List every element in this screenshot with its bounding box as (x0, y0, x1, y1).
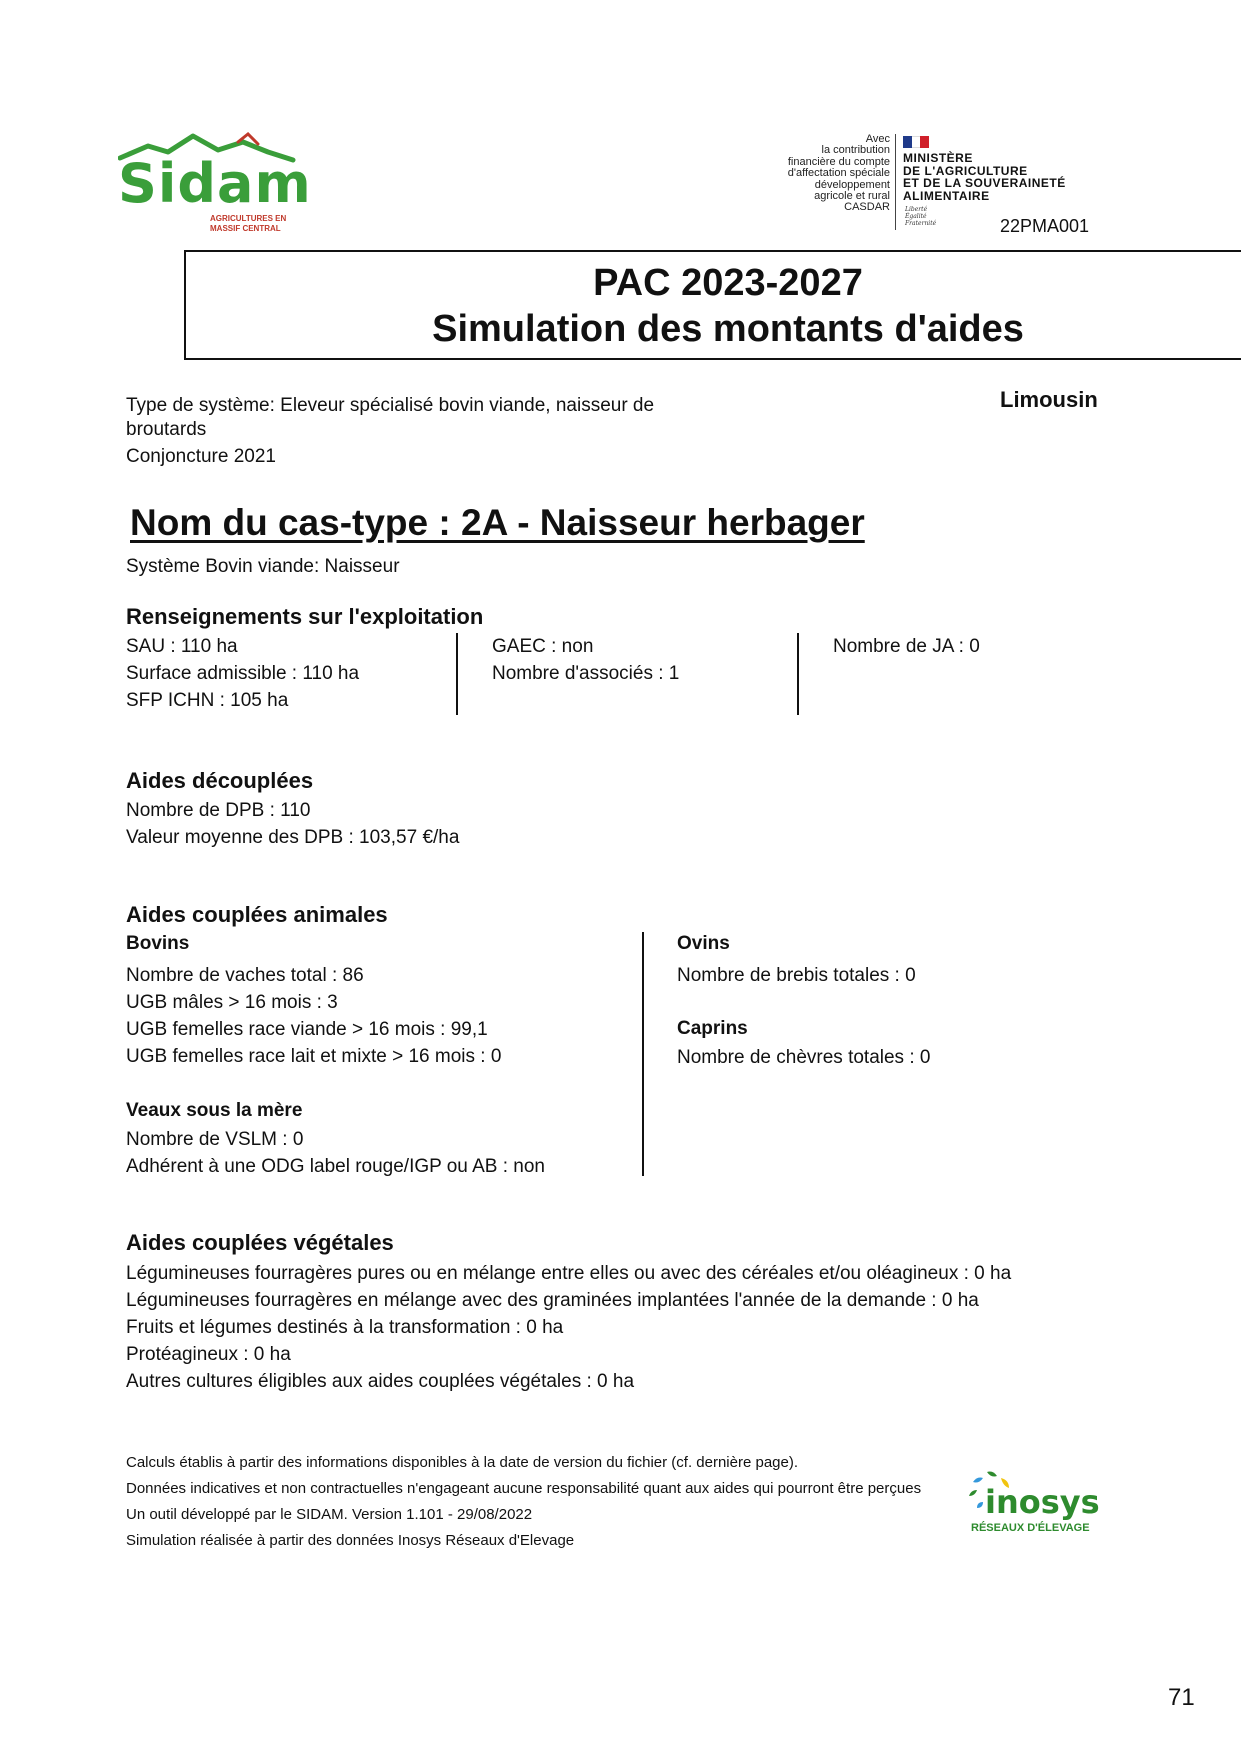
inosys-logo-name: inosys (985, 1483, 1100, 1521)
fruits-legumes-value: Fruits et légumes destinés à la transformation : 0 ha (126, 1317, 564, 1338)
sidam-logo-name: Sidam (118, 152, 312, 215)
sidam-logo (118, 130, 312, 240)
bovins-heading: Bovins (126, 933, 190, 954)
inosys-logo (965, 1468, 1105, 1543)
footer-note-calculs: Calculs établis à partir des informations disponibles à la date de version du fichier (cf. dernière page). (126, 1454, 799, 1471)
exploitation-heading: Renseignements sur l'exploitation (126, 604, 484, 629)
veaux-heading: Veaux sous la mère (126, 1100, 303, 1121)
sfp-ichn-value: SFP ICHN : 105 ha (126, 690, 289, 711)
title-line-1: PAC 2023-2027 (593, 262, 863, 304)
decouplees-heading: Aides découplées (126, 768, 314, 793)
title-line-2: Simulation des montants d'aides (432, 308, 1024, 350)
ugb-males-value: UGB mâles > 16 mois : 3 (126, 992, 338, 1013)
exploitation-divider-1 (456, 633, 458, 715)
gaec-value: GAEC : non (492, 636, 594, 657)
vegetales-list (126, 1260, 1011, 1395)
proteagineux-value: Protéagineux : 0 ha (126, 1344, 291, 1365)
casdar-contribution: Avec la contribution financière du compte d'affectation spéciale développement agricole et rural CASDAR (787, 133, 890, 214)
nombre-vaches-value: Nombre de vaches total : 86 (126, 965, 364, 986)
sidam-logo-subtitle-2: MASSIF CENTRAL (210, 224, 281, 233)
system-type-line-1: Type de système: Eleveur spécialisé bovin viande, naisseur de (126, 395, 655, 416)
ministry-divider (895, 134, 896, 230)
bovins-list (126, 962, 501, 1070)
surface-admissible-value: Surface admissible : 110 ha (126, 663, 360, 684)
vegetales-heading: Aides couplées végétales (126, 1230, 394, 1255)
veaux-list (126, 1126, 545, 1180)
sidam-logo-subtitle-1: AGRICULTURES EN (210, 214, 287, 223)
footer-note-inosys: Simulation réalisée à partir des données Inosys Réseaux d'Elevage (126, 1532, 575, 1549)
marianne-icon (903, 136, 929, 148)
legumineuses-pures-value: Légumineuses fourragères pures ou en mélange entre elles ou avec des céréales et/ou oléagineux : 0 ha (126, 1263, 1012, 1284)
exploitation-col-1 (126, 633, 359, 714)
ovins-heading: Ovins (677, 933, 730, 954)
case-title: Nom du cas-type : 2A - Naisseur herbager (130, 502, 865, 543)
region: Limousin (1000, 387, 1098, 412)
nombre-vslm-value: Nombre de VSLM : 0 (126, 1129, 304, 1150)
inosys-logo-subtitle: RÉSEAUX D'ÉLEVAGE (971, 1522, 1090, 1534)
document-code: 22PMA001 (1000, 216, 1090, 236)
page-number: 71 (1168, 1684, 1195, 1711)
autres-cultures-value: Autres cultures éligibles aux aides couplées végétales : 0 ha (126, 1371, 635, 1392)
footer-note-version: Un outil développé par le SIDAM. Version 1.101 - 29/08/2022 (126, 1506, 533, 1523)
animales-heading: Aides couplées animales (126, 902, 388, 927)
exploitation-col-2 (492, 633, 679, 687)
sau-value: SAU : 110 ha (126, 636, 238, 657)
nombre-associes-value: Nombre d'associés : 1 (492, 663, 680, 684)
adherent-odg-value: Adhérent à une ODG label rouge/IGP ou AB : non (126, 1156, 545, 1177)
footer-notes (126, 1450, 952, 1554)
nombre-chevres-value: Nombre de chèvres totales : 0 (677, 1047, 931, 1068)
decouplees-list (126, 797, 459, 851)
case-subtitle: Système Bovin viande: Naisseur (126, 556, 400, 577)
animales-divider (642, 932, 644, 1176)
ugb-femelles-viande-value: UGB femelles race viande > 16 mois : 99,1 (126, 1019, 488, 1040)
nombre-brebis-value: Nombre de brebis totales : 0 (677, 965, 916, 986)
system-type-line-2: broutards (126, 419, 207, 440)
exploitation-col-3 (833, 633, 980, 660)
valeur-moyenne-dpb-value: Valeur moyenne des DPB : 103,57 €/ha (126, 827, 460, 848)
title-box (184, 250, 1241, 360)
republic-motto: Liberté Égalité Fraternité (905, 206, 937, 227)
nombre-ja-value: Nombre de JA : 0 (833, 636, 980, 657)
legumineuses-graminees-value: Légumineuses fourragères en mélange avec des graminées implantées l'année de la demande : 0 ha (126, 1290, 979, 1311)
footer-note-donnees: Données indicatives et non contractuelles n'engageant aucune responsabilité quant aux aides qui pourront être perçues (126, 1480, 922, 1497)
ugb-femelles-lait-value: UGB femelles race lait et mixte > 16 mois : 0 (126, 1046, 502, 1067)
caprins-heading: Caprins (677, 1018, 748, 1039)
conjoncture: Conjoncture 2021 (126, 446, 276, 467)
exploitation-divider-2 (797, 633, 799, 715)
nombre-dpb-value: Nombre de DPB : 110 (126, 800, 311, 821)
ministry-name: MINISTÈRE DE L'AGRICULTURE ET DE LA SOUVERAINETÉ ALIMENTAIRE (903, 151, 1066, 203)
